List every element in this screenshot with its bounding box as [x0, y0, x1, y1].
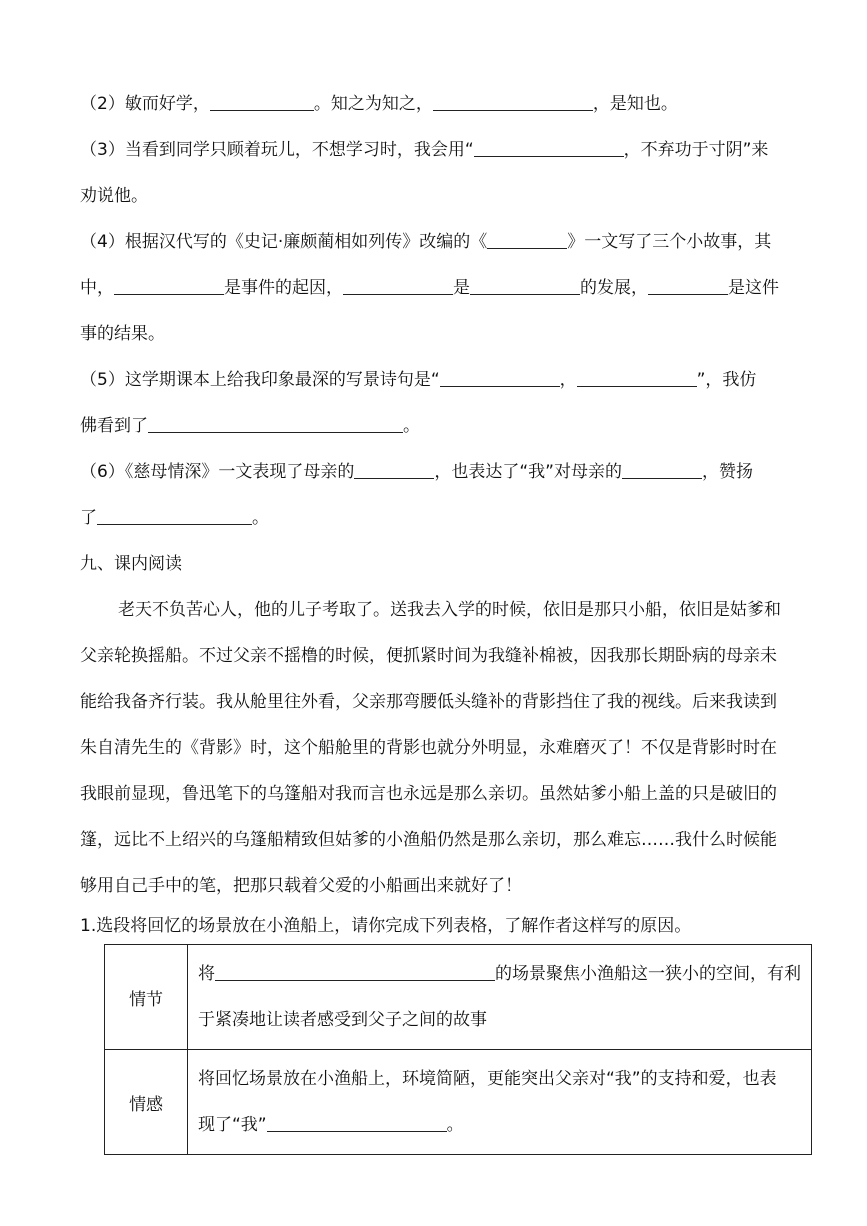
q8-3-text-b: ，不弃功于寸阴”来 [623, 140, 769, 160]
question-8-5 [80, 368, 756, 392]
blank-input[interactable] [474, 138, 624, 157]
q8-2-text-b: 。知之为知之， [313, 94, 433, 114]
blank-input[interactable] [648, 276, 728, 295]
blank-input[interactable] [148, 414, 403, 433]
q8-6-l2-text-b: 。 [252, 508, 269, 528]
passage-line: 父亲轮换摇船。不过父亲不摇橹的时候，便抓紧时间为我缝补棉被，因我那长期卧病的母亲未 [80, 646, 777, 666]
row-content [188, 1050, 812, 1155]
answer-table [104, 944, 812, 1155]
blank-input[interactable] [577, 368, 697, 387]
q8-4-text-b: 》一文写了三个小故事，其 [567, 232, 772, 252]
q8-6-text-c: ，赞扬 [701, 462, 753, 482]
section-heading: 九、课内阅读 [80, 554, 182, 574]
blank-input[interactable] [267, 1113, 447, 1132]
passage-line: 朱自清先生的《背影》时，这个船舱里的背影也就分外明显，永难磨灭了！不仅是背影时时在 [80, 738, 777, 758]
blank-input[interactable] [354, 460, 434, 479]
question-8-6-line2 [80, 506, 269, 530]
question-8-3 [80, 138, 768, 162]
q8-4-text-a: （4）根据汉代写的《史记·廉颇蔺相如列传》改编的《 [80, 232, 488, 252]
blank-input[interactable] [433, 92, 593, 111]
row1-text-c: 于紧凑地让读者感受到父子之间的故事 [198, 1010, 487, 1030]
row2-text-a: 将回忆场景放在小渔船上，环境简陋，更能突出父亲对“我”的支持和爱，也表 [198, 1069, 777, 1089]
question-8-3-line2: 劝说他。 [80, 186, 148, 206]
q8-3-text-a: （3）当看到同学只顾着玩儿，不想学习时，我会用“ [80, 140, 474, 160]
q8-6-l2-text-a: 了 [80, 508, 97, 528]
blank-input[interactable] [440, 368, 560, 387]
question-8-4-line2 [80, 276, 779, 300]
row2-text-c: 。 [446, 1115, 464, 1135]
q8-5-text-c: ”，我仿 [696, 370, 757, 390]
passage-line: 能给我备齐行装。我从舱里往外看，父亲那弯腰低头缝补的背影挡住了我的视线。后来我读到 [80, 692, 777, 712]
q8-4-l2-text-a: 中， [80, 278, 114, 298]
q8-5-l2-text-b: 。 [403, 416, 420, 436]
blank-input[interactable] [622, 460, 702, 479]
table-row [105, 945, 812, 1050]
row-label: 情节 [105, 945, 188, 1050]
question-1: 1.选段将回忆的场景放在小渔船上，请你完成下列表格，了解作者这样写的原因。 [80, 916, 692, 936]
blank-input[interactable] [215, 962, 495, 981]
row1-text-a: 将 [198, 964, 215, 984]
question-8-6 [80, 460, 753, 484]
row-content [188, 945, 812, 1050]
passage-line: 我眼前显现，鲁迅笔下的乌篷船对我而言也永远是那么亲切。虽然姑爹小船上盖的只是破旧的 [80, 784, 777, 804]
blank-input[interactable] [114, 276, 224, 295]
q8-5-text-b: ， [559, 370, 577, 390]
q8-5-l2-text-a: 佛看到了 [80, 416, 148, 436]
passage-line: 篷，远比不上绍兴的乌篷船精致但姑爹的小渔船仍然是那么亲切，那么难忘……我什么时候能 [80, 830, 777, 850]
blank-input[interactable] [343, 276, 453, 295]
blank-input[interactable] [97, 506, 252, 525]
blank-input[interactable] [487, 230, 567, 249]
q8-4-l2-text-e: 是这件 [728, 278, 779, 298]
q8-4-l2-text-b: 是事件的起因， [224, 278, 343, 298]
passage-line: 老天不负苦心人，他的儿子考取了。送我去入学的时候，依旧是那只小船，依旧是姑爹和 [118, 600, 781, 620]
q8-2-text-c: ，是知也。 [592, 94, 678, 114]
q8-6-text-b: ，也表达了“我”对母亲的 [434, 462, 622, 482]
question-8-2 [80, 92, 678, 116]
question-8-5-line2 [80, 414, 420, 438]
passage-line: 够用自己手中的笔，把那只载着父爱的小船画出来就好了！ [80, 876, 522, 896]
q8-6-text-a: （6）《慈母情深》一文表现了母亲的 [80, 462, 355, 482]
question-8-4 [80, 230, 771, 254]
row-label: 情感 [105, 1050, 188, 1155]
row1-text-b: 的场景聚焦小渔船这一狭小的空间，有利 [495, 964, 801, 984]
table-row [105, 1050, 812, 1155]
q8-5-text-a: （5）这学期课本上给我印象最深的写景诗句是“ [80, 370, 440, 390]
blank-input[interactable] [210, 92, 314, 111]
q8-2-text-a: （2）敏而好学， [80, 94, 210, 114]
row2-text-b: 现了“我” [198, 1115, 267, 1135]
blank-input[interactable] [470, 276, 580, 295]
q8-4-l2-text-d: 的发展， [580, 278, 648, 298]
q8-4-l2-text-c: 是 [453, 278, 470, 298]
question-8-4-line3: 事的结果。 [80, 324, 165, 344]
